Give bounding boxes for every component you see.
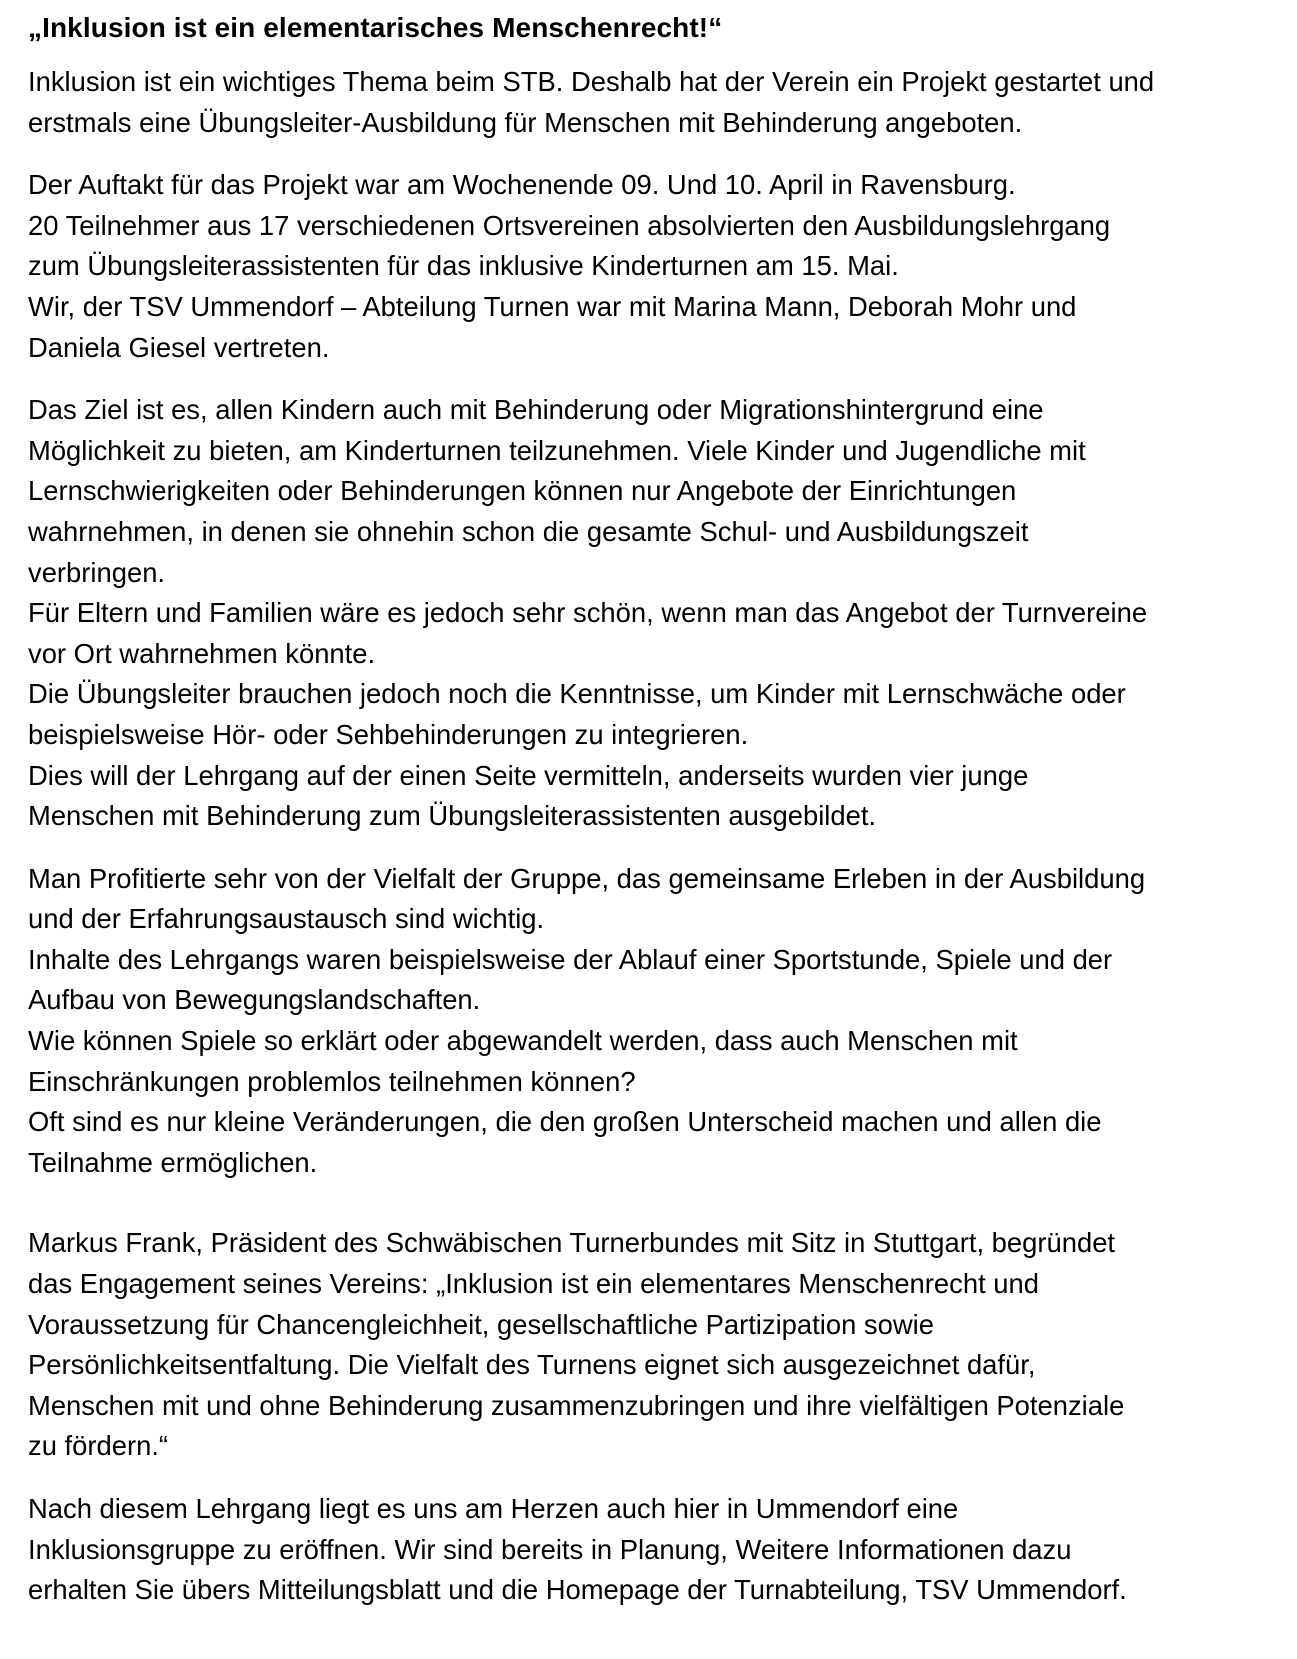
text-line: erhalten Sie übers Mitteilungsblatt und die Homepage der Turnabteilung, TSV Ummendorf. <box>28 1574 1127 1606</box>
text-line: Lernschwierigkeiten oder Behinderungen können nur Angebote der Einrichtungen <box>28 475 1017 507</box>
text-line: zu fördern.“ <box>28 1430 169 1462</box>
document-page <box>28 10 1290 1633</box>
text-line: zum Übungsleiterassistenten für das inklusive Kinderturnen am 15. Mai. <box>28 250 899 282</box>
text-line: Aufbau von Bewegungslandschaften. <box>28 984 481 1016</box>
paragraph-quote <box>28 1223 1290 1467</box>
text-line: Wir, der TSV Ummendorf – Abteilung Turnen war mit Marina Mann, Deborah Mohr und <box>28 290 1077 322</box>
paragraph-goal <box>28 390 1290 837</box>
text-line: Daniela Giesel vertreten. <box>28 331 330 363</box>
text-line: Menschen mit Behinderung zum Übungsleiterassistenten ausgebildet. <box>28 800 877 832</box>
text-line: verbringen. <box>28 556 166 588</box>
text-line: Teilnahme ermöglichen. <box>28 1146 318 1178</box>
text-line: Der Auftakt für das Projekt war am Wochenende 09. Und 10. April in Ravensburg. <box>28 169 1016 201</box>
text-line: 20 Teilnehmer aus 17 verschiedenen Ortsvereinen absolvierten den Ausbildungslehrgang <box>28 209 1111 241</box>
text-line: vor Ort wahrnehmen könnte. <box>28 637 376 669</box>
paragraph-kickoff <box>28 165 1290 368</box>
page-title: „Inklusion ist ein elementarisches Menschenrecht!“ <box>28 12 723 43</box>
text-line: beispielsweise Hör- oder Sehbehinderungen zu integrieren. <box>28 718 749 750</box>
text-line: Voraussetzung für Chancengleichheit, gesellschaftliche Partizipation sowie <box>28 1308 934 1340</box>
text-line: erstmals eine Übungsleiter-Ausbildung für Menschen mit Behinderung angeboten. <box>28 106 1023 138</box>
text-line: Möglichkeit zu bieten, am Kinderturnen teilzunehmen. Viele Kinder und Jugendliche mit <box>28 434 1086 466</box>
text-line: Nach diesem Lehrgang liegt es uns am Herzen auch hier in Ummendorf eine <box>28 1493 959 1524</box>
text-line: und der Erfahrungsaustausch sind wichtig. <box>28 903 545 935</box>
paragraph-outlook <box>28 1489 1290 1611</box>
text-line: das Engagement seines Vereins: „Inklusion ist ein elementares Menschenrecht und <box>28 1268 1039 1300</box>
text-line: Markus Frank, Präsident des Schwäbischen Turnerbundes mit Sitz in Stuttgart, begründet <box>28 1227 1116 1259</box>
text-line: Das Ziel ist es, allen Kindern auch mit Behinderung oder Migrationshintergrund eine <box>28 394 1044 426</box>
paragraph-intro <box>28 62 1290 143</box>
text-line: Oft sind es nur kleine Veränderungen, die den großen Unterscheid machen und allen die <box>28 1106 1102 1138</box>
text-line: Für Eltern und Familien wäre es jedoch sehr schön, wenn man das Angebot der Turnvereine <box>28 597 1148 629</box>
text-line: Man Profitierte sehr von der Vielfalt der Gruppe, das gemeinsame Erleben in der Ausbildung <box>28 862 1146 894</box>
text-line: Inklusion ist ein wichtiges Thema beim STB. Deshalb hat der Verein ein Projekt gestartet und <box>28 66 1155 97</box>
text-line: Persönlichkeitsentfaltung. Die Vielfalt des Turnens eignet sich ausgezeichnet dafür, <box>28 1349 1036 1381</box>
text-line: Inklusionsgruppe zu eröffnen. Wir sind bereits in Planung, Weitere Informationen dazu <box>28 1533 1072 1565</box>
text-line: Inhalte des Lehrgangs waren beispielsweise der Ablauf einer Sportstunde, Spiele und der <box>28 943 1113 975</box>
text-line: Die Übungsleiter brauchen jedoch noch die Kenntnisse, um Kinder mit Lernschwäche oder <box>28 678 1126 710</box>
text-line: Wie können Spiele so erklärt oder abgewandelt werden, dass auch Menschen mit <box>28 1025 1018 1057</box>
text-line: wahrnehmen, in denen sie ohnehin schon die gesamte Schul- und Ausbildungszeit <box>28 515 1029 547</box>
paragraph-course-contents <box>28 859 1290 1184</box>
text-line: Menschen mit und ohne Behinderung zusammenzubringen und ihre vielfältigen Potenziale <box>28 1389 1125 1421</box>
text-line: Einschränkungen problemlos teilnehmen können? <box>28 1065 636 1097</box>
text-line: Dies will der Lehrgang auf der einen Seite vermitteln, anderseits wurden vier junge <box>28 759 1029 791</box>
